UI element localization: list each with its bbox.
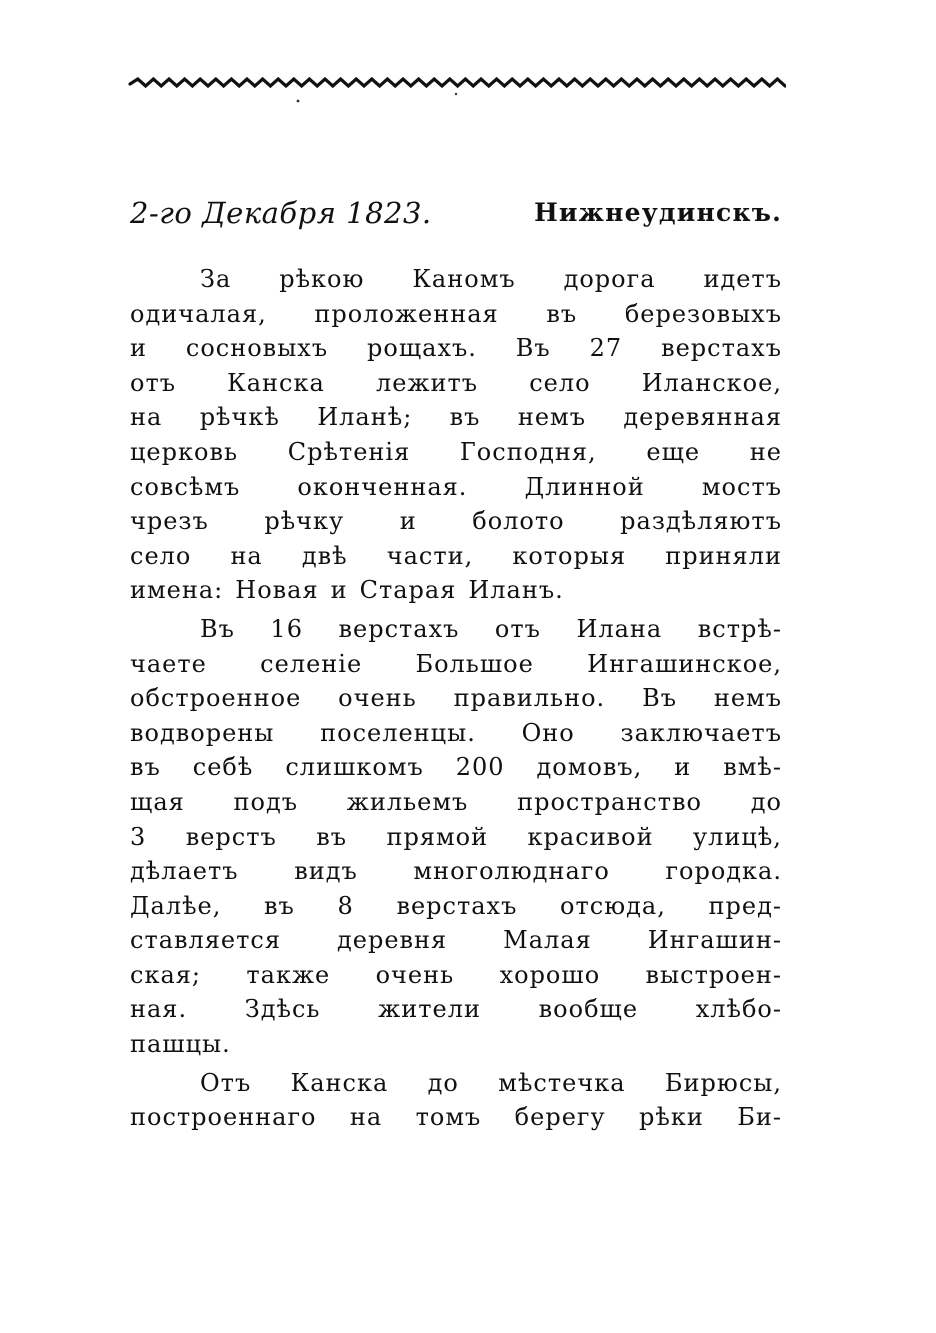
- text-line: Въ 16 верстахъ отъ Илана встрѣ-: [200, 614, 782, 643]
- text-line: Далѣе, въ 8 верстахъ отсюда, пред-: [130, 891, 782, 920]
- paragraph: [130, 262, 782, 608]
- text-line: въ себѣ слишкомъ 200 домовъ, и вмѣ-: [130, 753, 782, 782]
- text-line: ставляется деревня Малая Ингашин-: [130, 926, 782, 955]
- text-line: имена: Новая и Старая Иланъ.: [130, 576, 564, 605]
- text-line: обстроенное очень правильно. Въ немъ: [130, 684, 782, 713]
- paragraph: [130, 612, 782, 1062]
- text-line: водворены поселенцы. Оно заключаетъ: [130, 718, 782, 747]
- paragraph: [130, 1066, 782, 1135]
- text-line: Отъ Канска до мѣстечка Бирюсы,: [200, 1068, 782, 1097]
- text-line: церковь Срѣтенія Господня, еще не: [130, 437, 782, 466]
- text-line: ская; также очень хорошо выстроен-: [130, 960, 782, 989]
- text-line: и сосновыхъ рощахъ. Въ 27 верстахъ: [130, 334, 782, 363]
- text-line: ная. Здѣсь жители вообще хлѣбо-: [130, 995, 782, 1024]
- wavy-rule-ornament: [128, 70, 786, 104]
- page-heading: [130, 196, 782, 240]
- entry-date: 2-го Декабря 1823.: [130, 196, 432, 230]
- place-name: Нижнеудинскъ.: [534, 198, 782, 227]
- text-line: село на двѣ части, которыя приняли: [130, 541, 782, 570]
- text-line: отъ Канска лежитъ село Иланское,: [130, 368, 782, 397]
- text-line: построеннаго на томъ берегу рѣки Би-: [130, 1103, 782, 1132]
- text-line: чрезъ рѣчку и болото раздѣляютъ: [130, 507, 782, 536]
- text-line: одичалая, проложенная въ березовыхъ: [130, 299, 782, 328]
- text-line: на рѣчкѣ Иланѣ; въ немъ деревянная: [130, 403, 782, 432]
- text-line: пашцы.: [130, 1030, 231, 1059]
- text-line: чаете селеніе Большое Ингашинское,: [130, 649, 782, 678]
- text-line: дѣлаетъ видъ многолюднаго городка.: [130, 857, 782, 886]
- text-line: За рѣкою Каномъ дорога идетъ: [200, 265, 782, 293]
- body-text: [130, 262, 782, 1135]
- text-line: совсѣмъ оконченная. Длинной мостъ: [130, 472, 782, 501]
- text-line: 3 верстъ въ прямой красивой улицѣ,: [130, 822, 782, 851]
- text-line: щая подъ жильемъ пространство до: [130, 787, 782, 816]
